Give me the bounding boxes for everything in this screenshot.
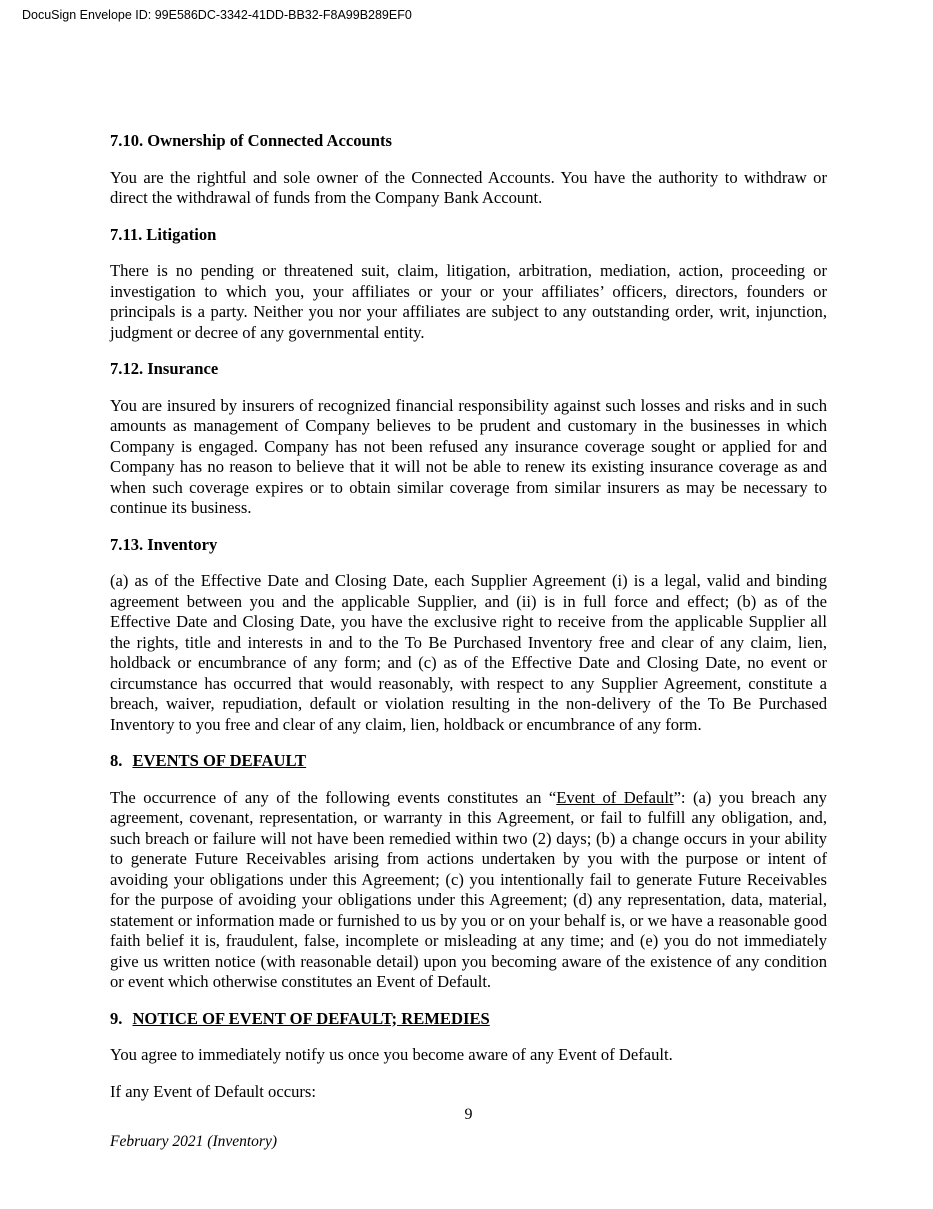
section-heading (110, 359, 827, 380)
section-title: Insurance (147, 359, 219, 378)
section-number: 7.10. (110, 131, 144, 150)
paragraph: You are the rightful and sole owner of the Connected Accounts. You have the authority to withdraw or direct the withdrawal of funds from the Company Bank Account. (110, 167, 827, 207)
paragraph: You agree to immediately notify us once you become aware of any Event of Default. (110, 1045, 673, 1064)
section-title: EVENTS OF DEFAULT (132, 751, 307, 770)
paragraph: The occurrence of any of the following events constitutes an “Event of Default”: (a) you breach any agreement, covenant, representation, or warranty in this Agreement, or fail to fulfill any obligation, and, such breach or failure will not have been remedied within two (2) days; (b) a change occurs in your ability to generate Future Receivables arising from actions undertaken by you with the purpose or intent of avoiding your obligations under this Agreement; (c) you intentionally fail to generate Future Receivables for the purpose of avoiding your obligations under this Agreement; (d) any representation, data, material, statement or information made or furnished to us by you or on your behalf is, or we have a reasonable good faith belief it is, fraudulent, false, incomplete or misleading at any time; and (e) you do not immediately give us written notice (with reasonable detail) upon you becoming aware of the existence of any condition or event which otherwise constitutes an Event of Default. (110, 787, 827, 991)
section-number: 9. (110, 1008, 123, 1028)
paragraph: (a) as of the Effective Date and Closing Date, each Supplier Agreement (i) is a legal, valid and binding agreement between you and the applicable Supplier, and (ii) is in full force and effect; (b) as of the Effective Date and Closing Date, you have the exclusive right to receive from the applicable Supplier all the rights, title and interests in and to the To Be Purchased Inventory free and clear of any claim, lien, holdback or encumbrance of any form; and (c) as of the Effective Date and Closing Date, no event or circumstance has occurred that would reasonably, with respect to any Supplier Agreement, constitute a breach, waiver, repudiation, default or violation resulting in the non-delivery of the To Be Purchased Inventory to you free and clear of any claim, lien, holdback or encumbrance of any form. (110, 571, 827, 734)
section-heading (110, 535, 827, 556)
section-number: 7.12. (110, 359, 144, 378)
underlined-term: Event of Default (556, 787, 674, 807)
section-number: 8. (110, 751, 123, 770)
section-number: 7.13. (110, 534, 144, 554)
section-title: Litigation (146, 224, 217, 244)
section-heading (110, 751, 827, 772)
document-body (110, 131, 827, 1118)
page-number: 9 (464, 1106, 473, 1123)
paragraph: If any Event of Default occurs: (110, 1081, 316, 1101)
footer-note: February 2021 (Inventory) (110, 1133, 278, 1150)
docusign-envelope-id: DocuSign Envelope ID: 99E586DC-3342-41DD-BB32-F8A99B289EF0 (22, 8, 412, 22)
section-heading (110, 1009, 827, 1030)
paragraph: There is no pending or threatened suit, claim, litigation, arbitration, mediation, action, proceeding or investigation to which you, your affiliates or your or your affiliates’ officers, directors, founders or principals is a party. Neither you nor your affiliates are subject to any outstanding order, writ, injunction, judgment or decree of any governmental entity. (110, 261, 827, 342)
section-title: Ownership of Connected Accounts (147, 131, 392, 150)
section-number: 7.11. (110, 224, 143, 244)
section-title: Inventory (147, 534, 218, 554)
paragraph: You are insured by insurers of recognized financial responsibility against such losses and risks and in such amounts as management of Company believes to be prudent and customary in the businesses in which Company is engaged. Company has not been refused any insurance coverage sought or applied for and Company has no reason to believe that it will not be able to renew its existing insurance coverage as and when such coverage expires or to obtain similar coverage from similar insurers as may be necessary to continue its business. (110, 395, 827, 517)
section-title: NOTICE OF EVENT OF DEFAULT; REMEDIES (132, 1008, 490, 1028)
section-heading (110, 131, 827, 152)
section-heading (110, 225, 827, 246)
